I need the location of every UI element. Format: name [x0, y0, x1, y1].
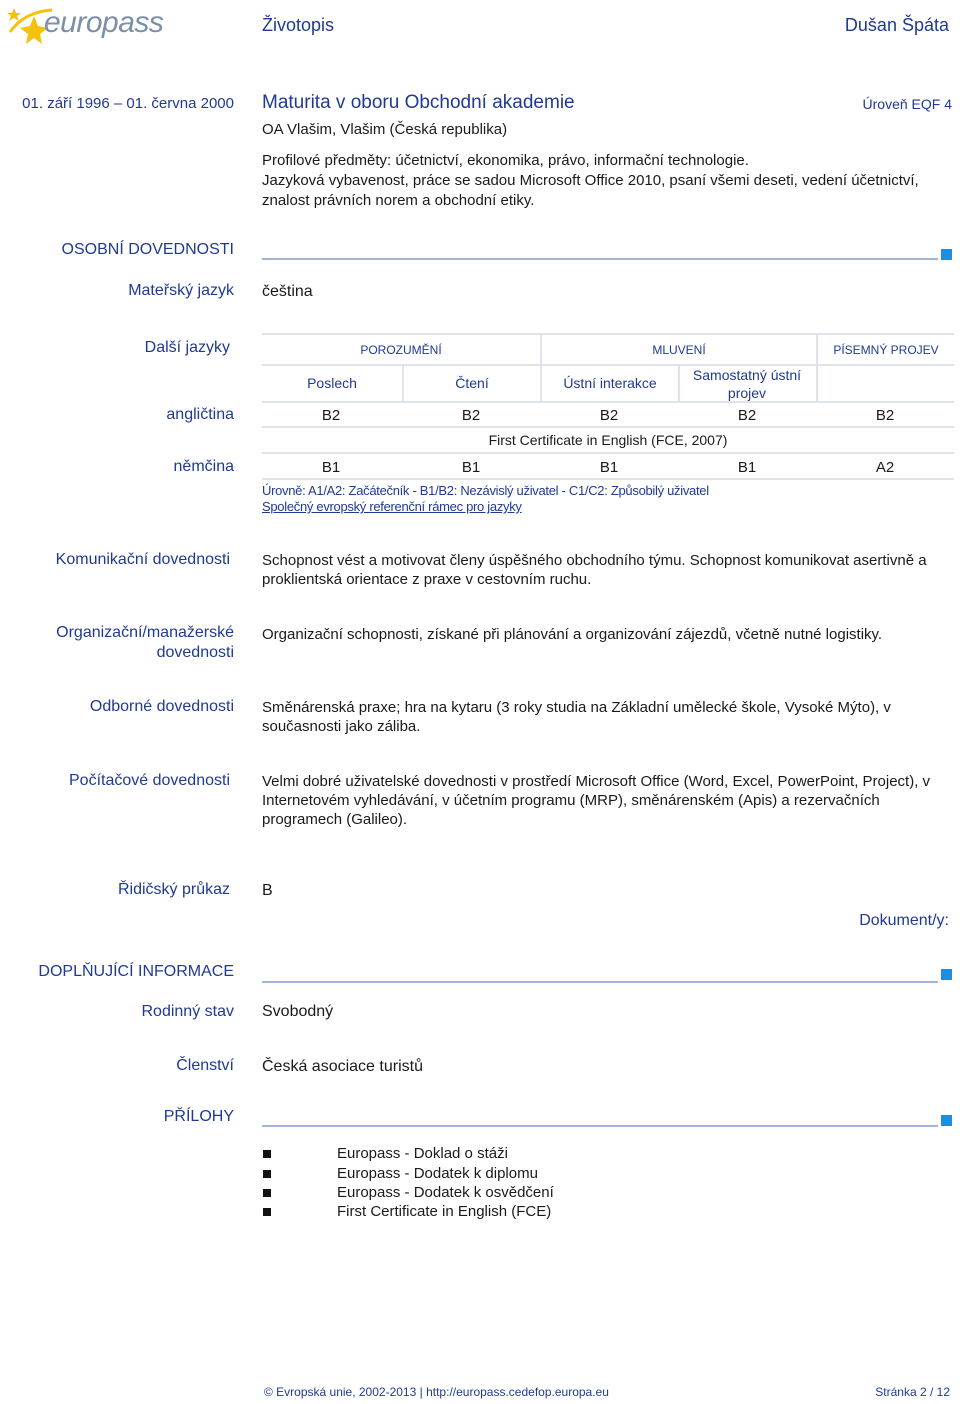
europass-wordmark: europass [44, 6, 164, 39]
level-cell: B2 [599, 407, 619, 424]
level-cell: B2 [461, 407, 481, 424]
annex-item: First Certificate in English (FCE) [337, 1203, 552, 1220]
subheader-interaction: Ústní interakce [563, 375, 657, 391]
language-name-german: němčina [173, 458, 234, 475]
membership-label: Členství [176, 1057, 234, 1074]
family-status-value: Svobodný [262, 1003, 334, 1020]
education-dates: 01. září 1996 – 01. června 2000 [22, 95, 234, 112]
levels-note: Úrovně: A1/A2: Začátečník - B1/B2: Nezávislý uživatel - C1/C2: Způsobilý uživatel [262, 483, 709, 498]
table-rule [262, 426, 954, 428]
driving-licence-value: B [262, 882, 273, 899]
level-cell: A2 [875, 459, 895, 476]
section-title-annexes: PŘÍLOHY [163, 1108, 234, 1125]
table-header-speaking: MLUVENÍ [652, 343, 706, 357]
eqf-level: Úroveň EQF 4 [862, 96, 952, 112]
table-col-divider [816, 364, 818, 402]
education-school: OA Vlašim, Vlašim (Česká republika) [262, 121, 508, 138]
level-cell: B1 [737, 459, 757, 476]
footer-page-number: Stránka 2 / 12 [875, 1385, 950, 1399]
section-rule [262, 1125, 938, 1127]
education-desc-3: znalost právních norem a obchodní etiky. [262, 192, 535, 209]
computer-skills-line-1: Velmi dobré uživatelské dovednosti v prostředí Microsoft Office (Word, Excel, PowerPoint, Project), v [262, 773, 931, 790]
mother-tongue-value: čeština [262, 283, 313, 300]
level-cell: B2 [737, 407, 757, 424]
job-skills-label: Odborné dovednosti [89, 698, 234, 715]
table-header-writing: PÍSEMNÝ PROJEV [833, 343, 939, 357]
section-title-additional: DOPLŇUJÍCÍ INFORMACE [38, 963, 234, 980]
subheader-production: Samostatný ústní projev [692, 367, 802, 401]
membership-value: Česká asociace turistů [262, 1058, 423, 1075]
driving-licence-label: Řidičský průkaz [117, 881, 230, 898]
section-title-personal-skills: OSOBNÍ DOVEDNOSTI [61, 241, 234, 258]
level-cell: B1 [599, 459, 619, 476]
footer-url-link[interactable]: http://europass.cedefop.europa.eu [426, 1385, 609, 1399]
subheader-listening: Poslech [307, 375, 357, 391]
family-status-label: Rodinný stav [141, 1003, 234, 1020]
bullet-icon [263, 1208, 271, 1216]
table-rule [262, 452, 954, 454]
table-col-divider [678, 364, 680, 402]
doc-title: Životopis [262, 15, 335, 35]
organisational-label-1: Organizační/manažerské [56, 624, 234, 641]
table-rule [262, 364, 954, 366]
bullet-icon [263, 1150, 271, 1158]
job-skills-line-2: současnosti jako záliba. [262, 718, 421, 735]
section-square-icon [941, 249, 952, 260]
table-header-understanding: POROZUMĚNÍ [360, 343, 442, 357]
table-rule [262, 478, 954, 480]
language-name-english: angličtina [166, 406, 234, 423]
education-title: Maturita v oboru Obchodní akademie [262, 92, 575, 113]
bullet-icon [263, 1170, 271, 1178]
education-desc-1: Profilové předměty: účetnictví, ekonomika, právo, informační technologie. [262, 152, 749, 169]
bullet-icon [263, 1189, 271, 1197]
language-certificate: First Certificate in English (FCE, 2007) [488, 432, 728, 448]
annex-item: Europass - Doklad o stáži [337, 1145, 508, 1162]
level-cell: B2 [321, 407, 341, 424]
computer-skills-label: Počítačové dovednosti [69, 772, 230, 789]
table-rule [262, 333, 954, 335]
communication-line-1: Schopnost vést a motivovat členy úspěšného obchodního týmu. Schopnost komunikovat asertivně a [262, 552, 927, 569]
document-link[interactable]: Dokument/y: [859, 912, 949, 929]
europass-logo [4, 2, 164, 46]
job-skills-line-1: Směnárenská praxe; hra na kytaru (3 roky studia na Základní umělecké škole, Vysoké Mýto), v [262, 699, 891, 716]
section-rule [262, 258, 938, 260]
footer [264, 1385, 609, 1399]
annex-item: Europass - Dodatek k diplomu [337, 1165, 538, 1182]
other-languages-label: Další jazyky [144, 339, 230, 356]
mother-tongue-label: Mateřský jazyk [128, 282, 234, 299]
communication-line-2: proklientská orientace z praxe v cestovním ruchu. [262, 571, 592, 588]
section-square-icon [941, 1115, 952, 1126]
computer-skills-line-2: Internetovém vyhledávání, v účetním programu (MRP), směnárenském (Apis) a rezervačních [262, 792, 880, 809]
level-cell: B1 [321, 459, 341, 476]
organisational-value: Organizační schopnosti, získané při plánování a organizování zájezdů, včetně nutné logistiky. [262, 626, 883, 643]
footer-copyright: © Evropská unie, 2002-2013 [264, 1385, 417, 1399]
cefr-link[interactable]: Společný evropský referenční rámec pro jazyky [262, 499, 522, 514]
annex-item: Europass - Dodatek k osvědčení [337, 1184, 554, 1201]
level-cell: B1 [461, 459, 481, 476]
subheader-reading: Čtení [455, 375, 489, 391]
education-desc-2: Jazyková vybavenost, práce se sadou Microsoft Office 2010, psaní všemi deseti, vedení účetnictví, [262, 172, 919, 189]
level-cell: B2 [875, 407, 895, 424]
computer-skills-line-3: programech (Galileo). [262, 811, 408, 828]
person-name: Dušan Špáta [844, 15, 949, 35]
organisational-label-2: dovednosti [156, 644, 234, 661]
communication-label: Komunikační dovednosti [55, 551, 230, 568]
table-rule [262, 401, 954, 403]
footer-separator: | [419, 1385, 423, 1399]
section-rule [262, 981, 938, 983]
section-square-icon [941, 969, 952, 980]
